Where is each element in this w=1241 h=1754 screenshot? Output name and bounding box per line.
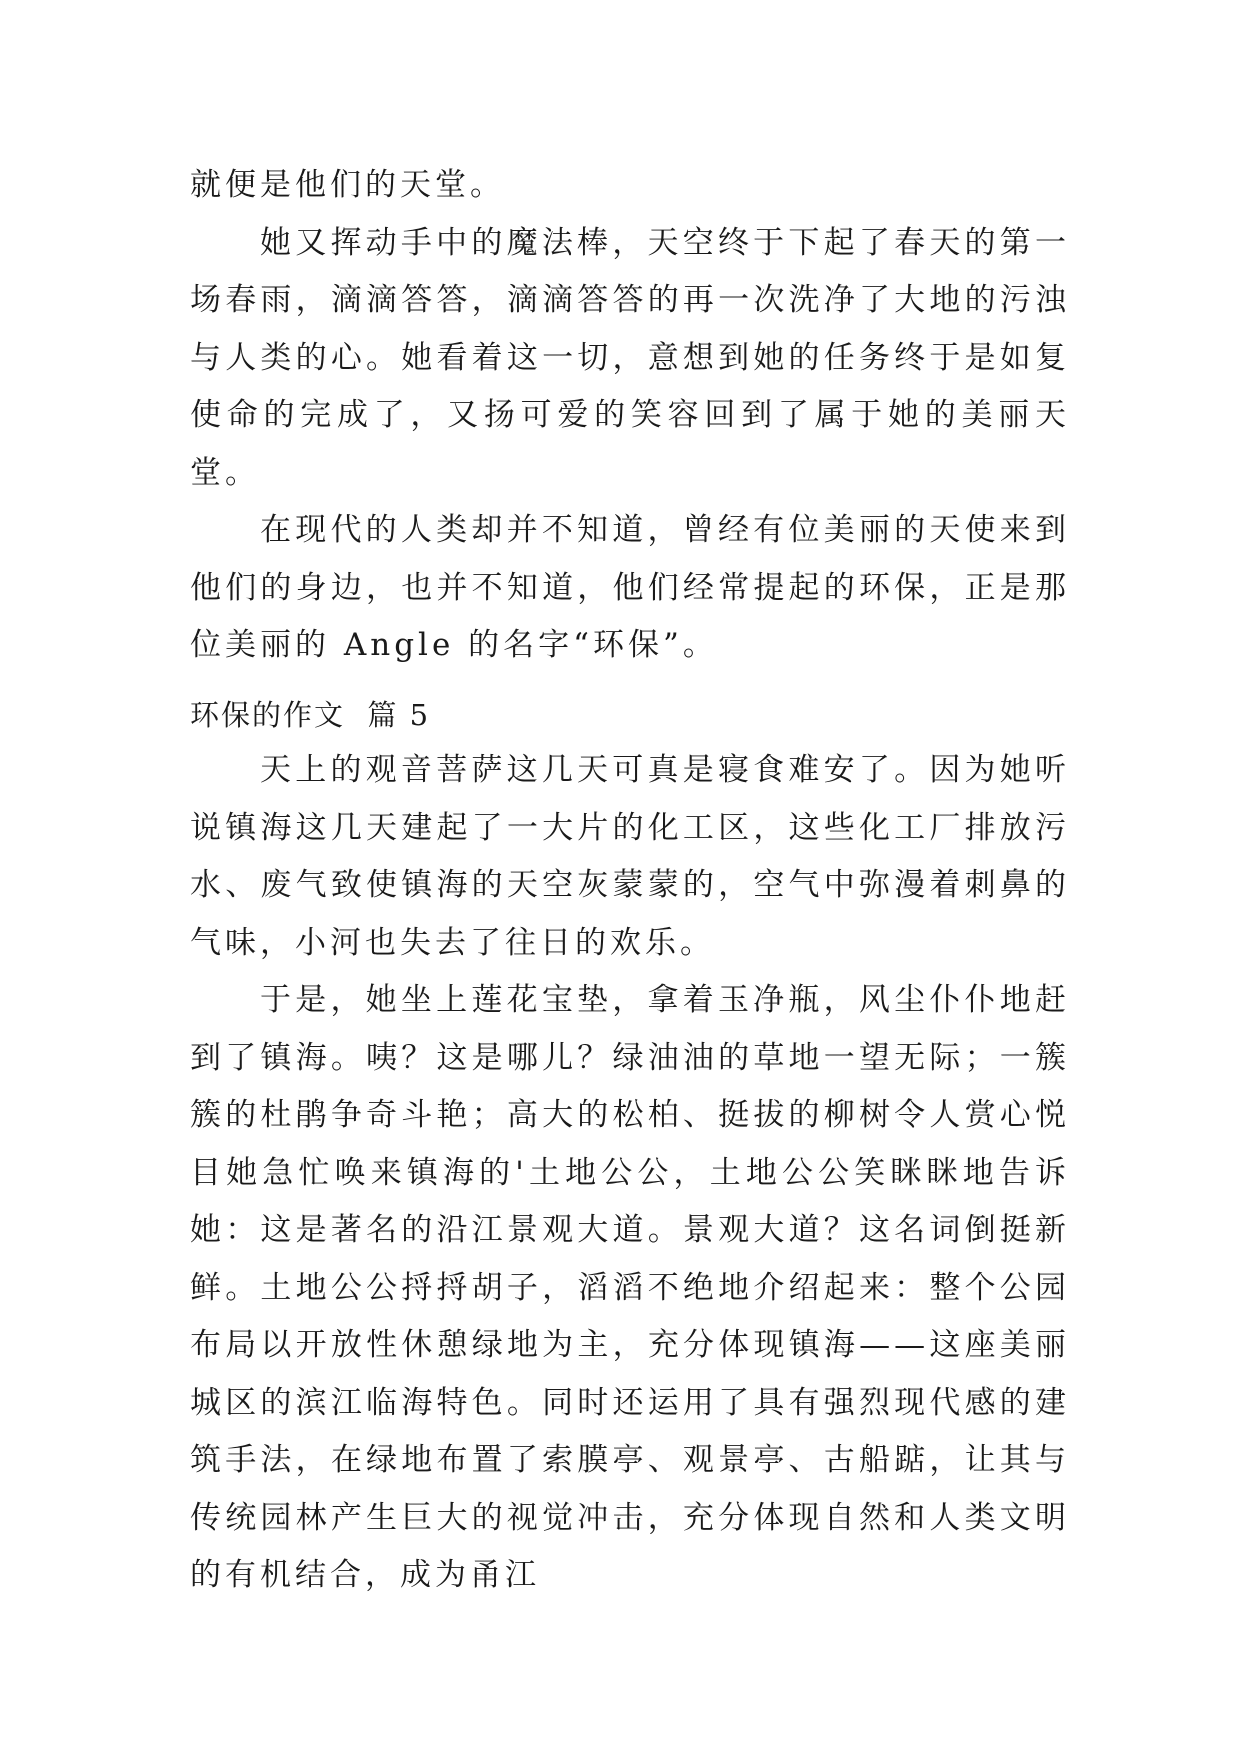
paragraph: 天上的观音菩萨这几天可真是寝食难安了。因为她听说镇海这几天建起了一大片的化工区，这些化工厂排放污水、废气致使镇海的天空灰蒙蒙的，空气中弥漫着刺鼻的气味，小河也失去了往日的欢乐。: [190, 752, 1070, 961]
text-block-before-heading: [190, 157, 1070, 675]
text-block-after-heading: [190, 742, 1070, 1605]
paragraph: 于是，她坐上莲花宝垫，拿着玉净瓶，风尘仆仆地赶到了镇海。咦？这是哪儿？绿油油的草地一望无际；一簇簇的杜鹃争奇斗艳；高大的松柏、挺拔的柳树令人赏心悦目她急忙唤来镇海的'土地公公，土地公公笑眯眯地告诉她：这是著名的沿江景观大道。景观大道？这名词倒挺新鲜。土地公公捋捋胡子，滔滔不绝地介绍起来：整个公园布局以开放性休憩绿地为主，充分体现镇海——这座美丽城区的滨江临海特色。同时还运用了具有强烈现代感的建筑手法，在绿地布置了索膜亭、观景亭、古船踮，让其与传统园林产生巨大的视觉冲击，充分体现自然和人类文明的有机结合，成为甬江: [190, 982, 1070, 1593]
paragraph: 在现代的人类却并不知道，曾经有位美丽的天使来到他们的身边，也并不知道，他们经常提起的环保，正是那位美丽的 Angle 的名字“环保”。: [190, 512, 1070, 663]
paragraph: 她又挥动手中的魔法棒，天空终于下起了春天的第一场春雨，滴滴答答，滴滴答答的再一次洗净了大地的污浊与人类的心。她看着这一切，意想到她的任务终于是如复使命的完成了，又扬可爱的笑容回到了属于她的美丽天堂。: [190, 224, 1070, 491]
section-heading: 环保的作文 篇 5: [190, 698, 431, 732]
paragraph-continuation: 就便是他们的天堂。: [190, 167, 505, 203]
